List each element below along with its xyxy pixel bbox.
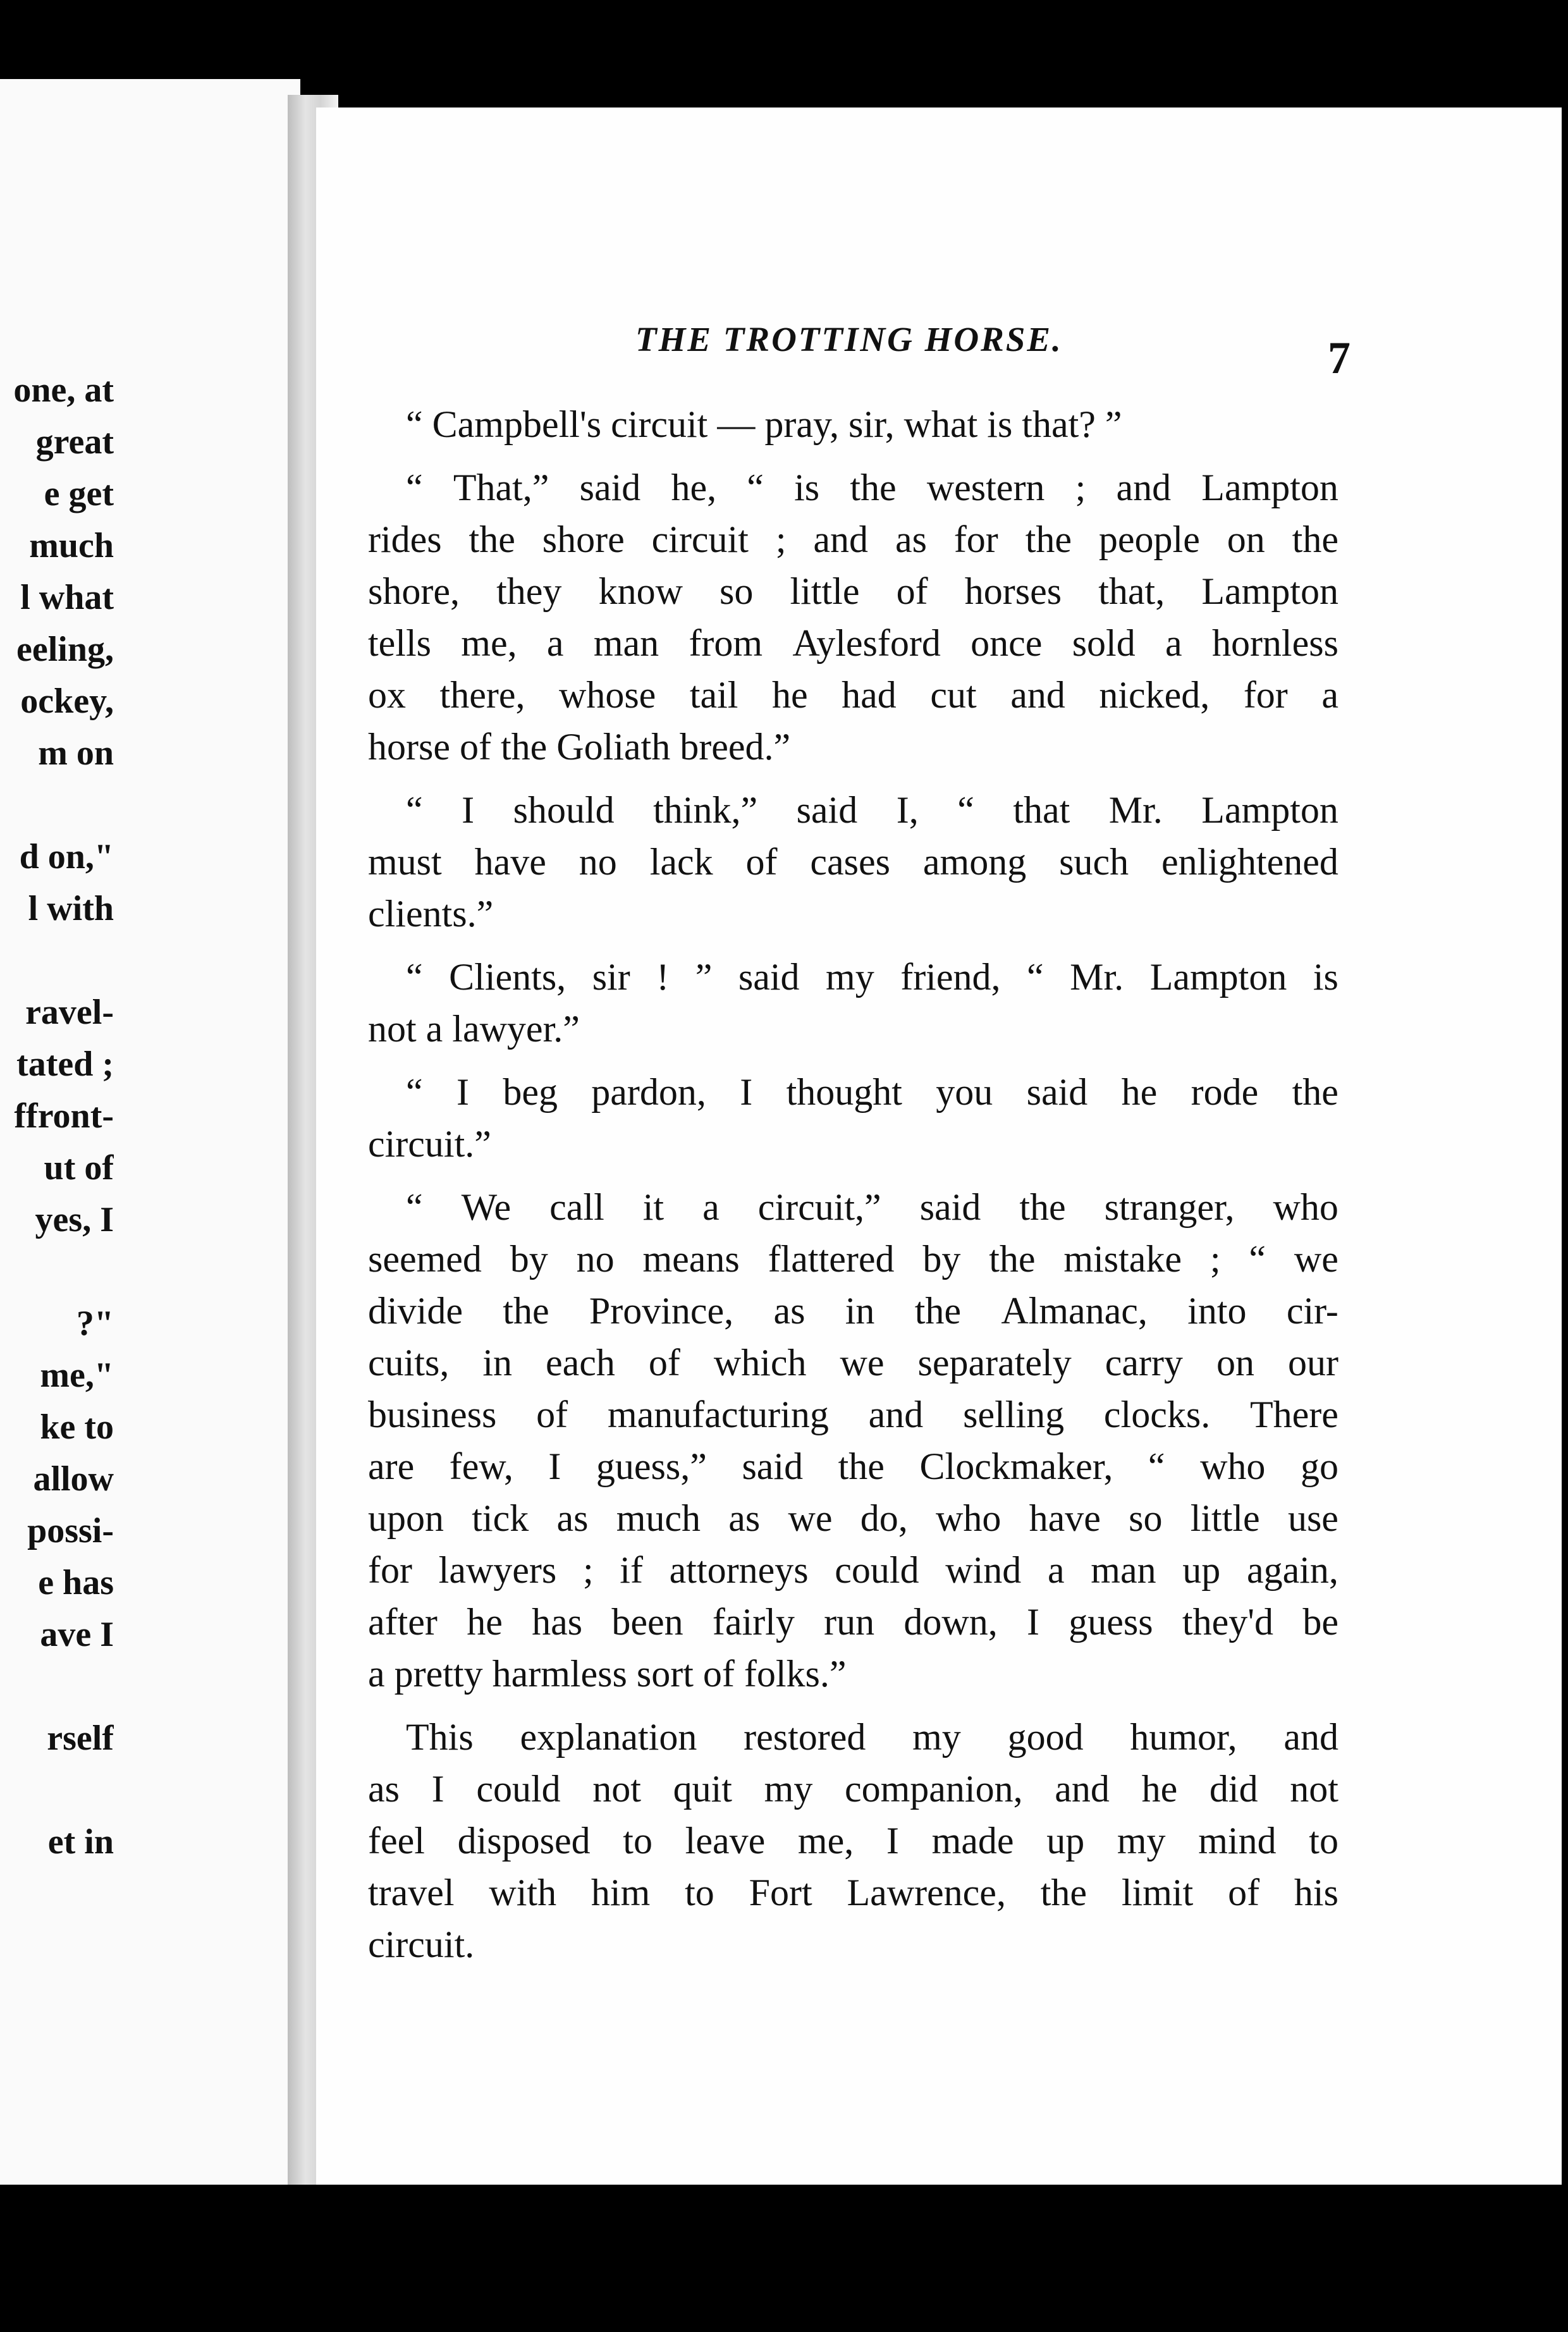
text-line: shore, they know so little of horses that, Lampton: [368, 570, 1338, 612]
left-fragment-line: et in: [47, 1822, 114, 1862]
text-line: after he has been fairly run down, I guess they'd be: [368, 1601, 1338, 1643]
left-fragment-line: yes, I: [35, 1200, 114, 1239]
text-line: ox there, whose tail he had cut and nicked, for a: [368, 674, 1338, 716]
left-fragment-line: ravel-: [25, 993, 114, 1032]
text-line: upon tick as much as we do, who have so little use: [368, 1497, 1338, 1539]
left-fragment-line: me,": [40, 1356, 114, 1395]
text-line: for lawyers ; if attorneys could wind a man up again,: [368, 1549, 1338, 1591]
paragraph: [368, 398, 1338, 450]
text-line: “ That,” said he, “ is the western ; and Lampton: [368, 467, 1338, 508]
running-header: THE TROTTING HORSE.: [635, 320, 1063, 359]
text-line: rides the shore circuit ; and as for the people on the: [368, 519, 1338, 560]
left-fragment-line: allow: [33, 1459, 114, 1499]
text-line: tells me, a man from Aylesford once sold a hornless: [368, 622, 1338, 664]
left-fragment-line: ?": [76, 1304, 114, 1343]
left-fragment-line: d on,": [19, 837, 114, 876]
text-line: not a lawyer.”: [368, 1008, 580, 1050]
text-line: “ I beg pardon, I thought you said he rode the: [368, 1071, 1338, 1113]
left-fragment-line: tated ;: [16, 1045, 114, 1084]
page-number: 7: [1328, 333, 1351, 383]
text-line: “ Clients, sir ! ” said my friend, “ Mr. Lampton is: [368, 956, 1338, 998]
paragraph: [368, 784, 1338, 940]
text-line: “ Campbell's circuit — pray, sir, what is that? ”: [368, 403, 1122, 445]
text-line: horse of the Goliath breed.”: [368, 726, 791, 768]
left-fragment-line: l with: [28, 889, 114, 928]
text-line: must have no lack of cases among such enlightened: [368, 841, 1338, 883]
left-fragment-line: e has: [38, 1563, 114, 1602]
left-fragment-line: rself: [47, 1719, 114, 1758]
left-fragment-line: l what: [20, 578, 114, 617]
left-fragment-line: great: [35, 422, 114, 462]
text-line: clients.”: [368, 893, 494, 935]
text-line: divide the Province, as in the Almanac, into cir-: [368, 1290, 1338, 1332]
text-line: circuit.: [368, 1924, 475, 1965]
text-line: are few, I guess,” said the Clockmaker, “ who go: [368, 1445, 1338, 1487]
paragraph: [368, 1066, 1338, 1170]
paragraph: [368, 951, 1338, 1055]
body-text: [368, 398, 1338, 1982]
left-fragment-line: ave I: [40, 1615, 114, 1654]
left-fragment-line: ut of: [44, 1148, 114, 1187]
left-fragment-line: ke to: [40, 1408, 114, 1447]
paragraph: [368, 462, 1338, 773]
left-fragment-line: e get: [44, 474, 114, 513]
left-fragment-line: ockey,: [20, 682, 114, 721]
text-line: circuit.”: [368, 1123, 491, 1165]
text-line: This explanation restored my good humor, and: [368, 1716, 1338, 1758]
scan-border: [0, 2185, 1568, 2332]
paragraph: [368, 1711, 1338, 1970]
text-line: cuits, in each of which we separately carry on our: [368, 1342, 1338, 1384]
left-fragment-line: much: [29, 526, 114, 565]
left-fragment-line: m on: [38, 733, 114, 773]
text-line: business of manufacturing and selling clocks. There: [368, 1394, 1338, 1435]
text-line: as I could not quit my companion, and he did not: [368, 1768, 1338, 1810]
left-fragment-line: eeling,: [16, 630, 114, 669]
text-line: “ I should think,” said I, “ that Mr. Lampton: [368, 789, 1338, 831]
left-fragment-line: ffront-: [14, 1096, 114, 1136]
text-line: “ We call it a circuit,” said the stranger, who: [368, 1186, 1338, 1228]
text-line: a pretty harmless sort of folks.”: [368, 1653, 847, 1695]
text-line: feel disposed to leave me, I made up my mind to: [368, 1820, 1338, 1862]
left-fragment-line: one, at: [13, 371, 114, 410]
left-page-text-fragments: [0, 370, 114, 1887]
paragraph: [368, 1181, 1338, 1700]
left-fragment-line: possi-: [27, 1511, 114, 1550]
text-line: seemed by no means flattered by the mistake ; “ we: [368, 1238, 1338, 1280]
text-line: travel with him to Fort Lawrence, the limit of his: [368, 1872, 1338, 1913]
